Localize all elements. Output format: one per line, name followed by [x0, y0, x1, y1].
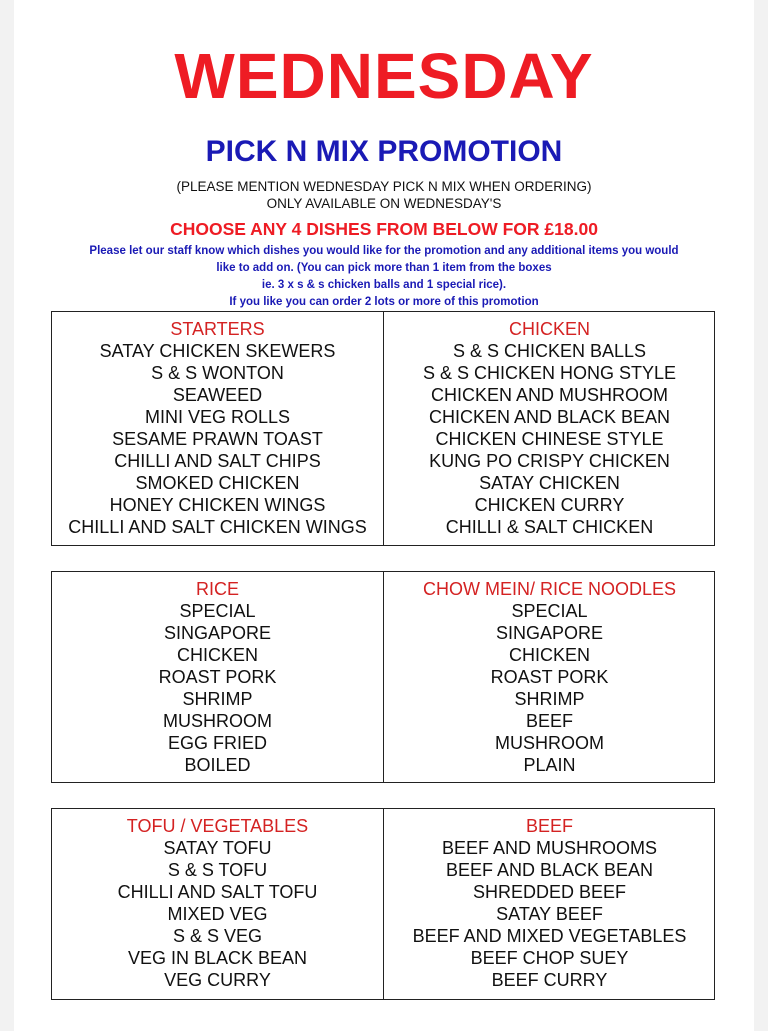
menu-item: CHILLI AND SALT CHICKEN WINGS [68, 517, 367, 537]
info-line-4: If you like you can order 2 lots or more of this promotion [229, 296, 539, 308]
menu-item: SHREDDED BEEF [472, 882, 627, 902]
menu-item: CHICKEN AND BLACK BEAN [428, 407, 671, 427]
menu-item: SATAY BEEF [496, 904, 603, 924]
menu-item: MUSHROOM [495, 733, 604, 753]
menu-item: SINGAPORE [163, 623, 272, 643]
menu-item: MINI VEG ROLLS [144, 407, 291, 427]
menu-item: ROAST PORK [158, 667, 277, 687]
menu-item: S & S CHICKEN HONG STYLE [422, 363, 677, 383]
menu-item: CHICKEN AND MUSHROOM [430, 385, 668, 405]
menu-item: CHICKEN CURRY [474, 495, 625, 515]
menu-item: BEEF CURRY [491, 970, 608, 990]
menu-item: SEAWEED [172, 385, 263, 405]
section-chow-mein [384, 578, 715, 776]
menu-item: S & S WONTON [151, 363, 284, 383]
page-title: WEDNESDAY [174, 40, 594, 112]
section-chicken [384, 318, 715, 538]
section-heading: CHICKEN [508, 319, 590, 339]
section-heading: STARTERS [170, 319, 265, 339]
menu-box-starters-chicken [51, 311, 715, 546]
info-line-2: like to add on. (You can pick more than 1 item from the boxes [216, 262, 552, 274]
menu-item: VEG IN BLACK BEAN [127, 948, 308, 968]
section-heading: BEEF [525, 816, 573, 836]
menu-item: MIXED VEG [167, 904, 268, 924]
menu-box-rice-noodles [51, 571, 715, 783]
ordering-note: (PLEASE MENTION WEDNESDAY PICK N MIX WHEN ORDERING) [176, 179, 592, 194]
menu-item: SATAY CHICKEN [479, 473, 620, 493]
promotion-offer: CHOOSE ANY 4 DISHES FROM BELOW FOR £18.00 [170, 219, 598, 239]
menu-item: VEG CURRY [164, 970, 271, 990]
section-starters [52, 318, 383, 538]
menu-item: BEEF AND BLACK BEAN [445, 860, 654, 880]
menu-item: BOILED [184, 755, 251, 775]
info-line-3: ie. 3 x s & s chicken balls and 1 special rice). [261, 279, 507, 291]
menu-item: BEEF AND MUSHROOMS [441, 838, 658, 858]
menu-item: CHILLI AND SALT TOFU [117, 882, 318, 902]
section-rice [52, 578, 383, 776]
menu-item: SPECIAL [179, 601, 256, 621]
menu-item: MUSHROOM [163, 711, 272, 731]
menu-item: ROAST PORK [490, 667, 609, 687]
menu-item: PLAIN [523, 755, 576, 775]
menu-item: CHICKEN CHINESE STYLE [435, 429, 664, 449]
menu-item: SHRIMP [182, 689, 253, 709]
section-beef [384, 815, 715, 991]
menu-item: CHILLI AND SALT CHIPS [114, 451, 321, 471]
menu-item: S & S TOFU [167, 860, 268, 880]
section-heading: CHOW MEIN/ RICE NOODLES [422, 579, 677, 599]
menu-item: SATAY TOFU [163, 838, 272, 858]
menu-item: SINGAPORE [495, 623, 604, 643]
menu-box-tofu-beef [51, 808, 715, 1000]
section-tofu-vegetables [52, 815, 383, 991]
menu-item: S & S CHICKEN BALLS [452, 341, 647, 361]
menu-item: HONEY CHICKEN WINGS [109, 495, 326, 515]
menu-item: SATAY CHICKEN SKEWERS [99, 341, 336, 361]
availability-note: ONLY AVAILABLE ON WEDNESDAY'S [266, 196, 502, 211]
menu-item: SHRIMP [514, 689, 585, 709]
menu-item: KUNG PO CRISPY CHICKEN [429, 451, 670, 471]
menu-item: SMOKED CHICKEN [135, 473, 300, 493]
menu-item: BEEF CHOP SUEY [470, 948, 629, 968]
menu-item: S & S VEG [172, 926, 263, 946]
section-heading: TOFU / VEGETABLES [126, 816, 309, 836]
menu-item: BEEF [525, 711, 573, 731]
section-heading: RICE [195, 579, 239, 599]
menu-item: BEEF AND MIXED VEGETABLES [412, 926, 687, 946]
promotion-subtitle: PICK N MIX PROMOTION [205, 135, 563, 168]
info-line-1: Please let our staff know which dishes you would like for the promotion and any additional items you would [89, 245, 679, 257]
menu-item: CHICKEN [508, 645, 590, 665]
menu-item: CHILLI & SALT CHICKEN [445, 517, 654, 537]
menu-item: CHICKEN [176, 645, 258, 665]
menu-item: SESAME PRAWN TOAST [112, 429, 323, 449]
menu-item: EGG FRIED [167, 733, 267, 753]
menu-item: SPECIAL [511, 601, 588, 621]
